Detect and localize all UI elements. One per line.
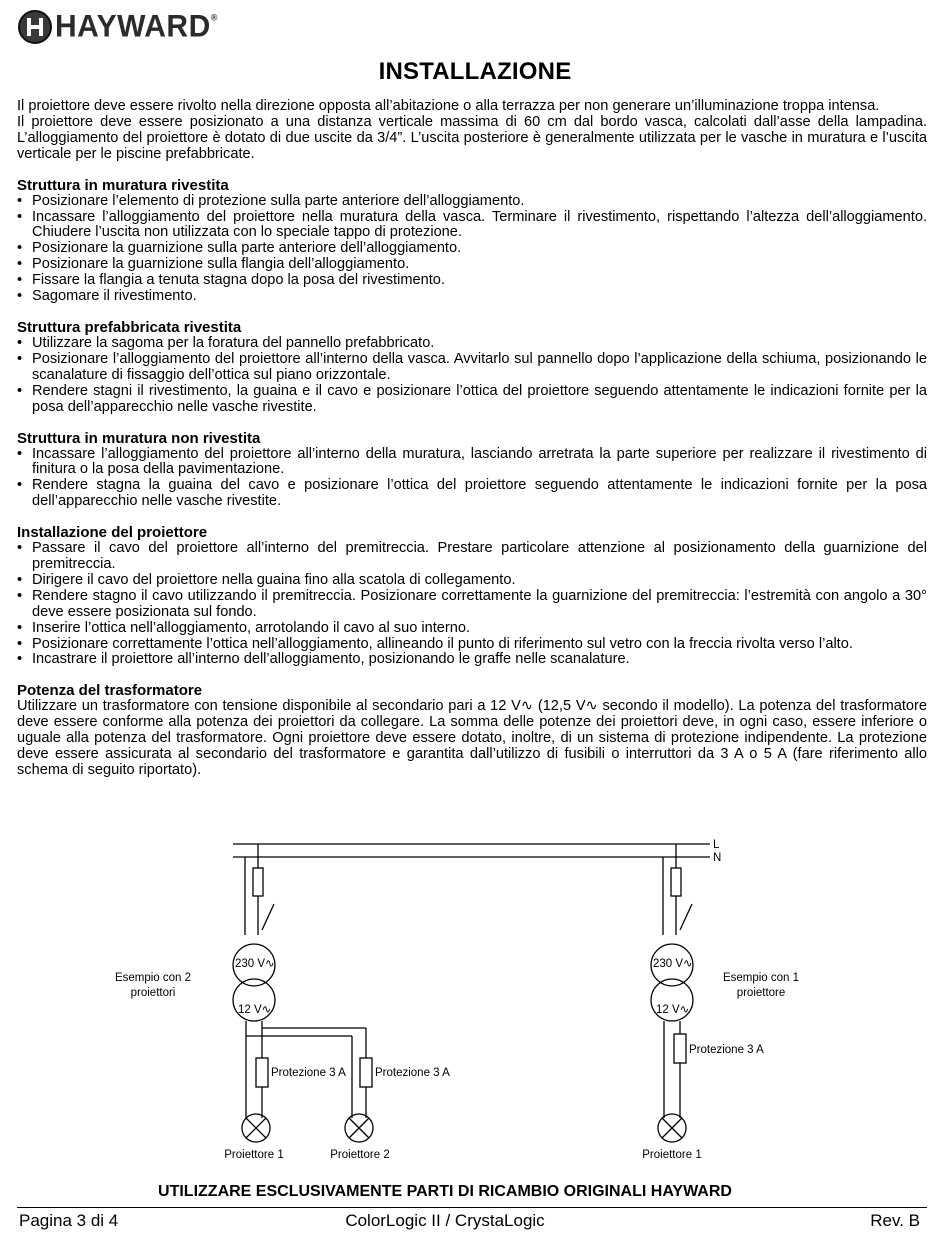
left-fuse (253, 868, 263, 896)
bullet-item: • Rendere stagni il rivestimento, la guaina e il cavo e posizionare l’ottica del proiettore seguendo attentamente le indicazioni fornite per la posa dell’apparecchio nelle vasche rivestite. (17, 384, 927, 416)
bullet-item: • Posizionare la guarnizione sulla parte anteriore dell’alloggiamento. (17, 241, 927, 257)
left-protection-1 (256, 1058, 268, 1087)
bullet-item: • Inserire l’ottica nell’alloggiamento, arrotolando il cavo al suo interno. (17, 621, 927, 637)
lamp-1-left-label: Proiettore 1 (224, 1149, 284, 1161)
right-caption: Esempio con 1 (722, 972, 800, 984)
bullet-item: • Sagomare il rivestimento. (17, 289, 927, 305)
bullet-item: • Posizionare l’alloggiamento del proiettore all’interno della vasca. Avvitarlo sul pannello dopo l’applicazione della schiuma, posizionando le scanalature di fissaggio dell’ottica sul piano orizzontale. (17, 352, 927, 384)
bullet-item: • Incassare l’alloggiamento del proiettore nella muratura della vasca. Terminare il rivestimento, rispettando l’altezza dell’alloggiamento. Chiudere l’uscita non utilizzata con lo speciale tappo di protezione. (17, 210, 927, 242)
lamp-2-left-label: Proiettore 2 (330, 1149, 390, 1161)
bullet-item: • Posizionare la guarnizione sulla flangia dell’alloggiamento. (17, 257, 927, 273)
power-paragraph: Utilizzare un trasformatore con tensione disponibile al secondario pari a 12 V∿ (12,5 V∿ secondo il modello). La potenza del trasformatore deve essere conforme alla potenza dei proiettori da collegare. La somma delle potenze dei proiettori deve, in ogni caso, essere inferiore o uguale alla potenza del trasformatore. Ogni proiettore deve essere dotato, inoltre, di un sistema di protezione indipendente. La protezione deve essere assicurata al secondario del trasformatore e garantita dall’utilizzo di fusibili o interruttori da 3 A o 5 A (fare riferimento allo schema di seguito riportato). (17, 698, 927, 778)
right-primary-voltage: 230 V∿ (653, 958, 693, 970)
wiring-diagram (0, 828, 950, 1168)
bullet-item: • Posizionare correttamente l’ottica nell’alloggiamento, allineando il punto di riferimento sul vetro con la freccia rivolta verso l’alto. (17, 637, 927, 653)
bullet-item: • Rendere stagno il cavo utilizzando il premitreccia. Posizionare correttamente la guarnizione del premitreccia: l’estremità con angolo a 30° deve essere posizionata sul fondo. (17, 589, 927, 621)
section-installazione-proiettore (17, 525, 927, 668)
bullet-list (17, 541, 927, 668)
right-fuse (671, 868, 681, 896)
line-n-label: N (713, 852, 722, 864)
section-muratura-non-rivestita (17, 431, 927, 511)
section-muratura-rivestita (17, 178, 927, 305)
left-caption: Esempio con 2 (114, 972, 192, 984)
section-prefabbricata-rivestita (17, 320, 927, 416)
bullet-list (17, 336, 927, 416)
bullet-item: • Passare il cavo del proiettore all’interno del premitreccia. Prestare particolare attenzione al posizionamento della guarnizione del premitreccia. (17, 541, 927, 573)
section-potenza-trasformatore (17, 683, 927, 779)
bullet-item: • Incassare l’alloggiamento del proiettore all’interno della muratura, lasciando arretrata la parte superiore per realizzare il rivestimento di finitura o la posa della pavimentazione. (17, 447, 927, 479)
document-body (17, 99, 927, 779)
revision: Rev. B (870, 1211, 920, 1230)
line-l-label: L (713, 839, 720, 851)
right-caption: proiettore (736, 987, 786, 999)
bullet-item: • Incastrare il proiettore all’interno dell’alloggiamento, posizionando le graffe nelle scanalature. (17, 652, 927, 668)
left-switch (262, 904, 274, 930)
left-protection-2-label: Protezione 3 A (375, 1067, 450, 1079)
bullet-item: • Utilizzare la sagoma per la foratura del pannello prefabbricato. (17, 336, 927, 352)
section-heading: Installazione del proiettore (17, 524, 208, 542)
left-caption: proiettori (130, 987, 176, 999)
section-heading: Struttura in muratura non rivestita (17, 429, 261, 447)
bullet-list (17, 447, 927, 511)
bullet-item: • Rendere stagna la guaina del cavo e posizionare l’ottica del proiettore seguendo attentamente le indicazioni fornite per la posa dell’apparecchio nelle vasche rivestite. (17, 478, 927, 510)
footer-divider (17, 1207, 927, 1208)
bullet-item: • Fissare la flangia a tenuta stagna dopo la posa del rivestimento. (17, 273, 927, 289)
section-heading: Potenza del trasformatore (17, 682, 203, 700)
hayward-logo (18, 8, 218, 46)
right-switch (680, 904, 692, 930)
section-heading: Struttura in muratura rivestita (17, 176, 229, 194)
left-primary-voltage: 230 V∿ (235, 958, 275, 970)
section-heading: Struttura prefabbricata rivestita (17, 318, 242, 336)
bullet-list (17, 194, 927, 305)
bullet-item: • Posizionare l’elemento di protezione sulla parte anteriore dell’alloggiamento. (17, 194, 927, 210)
left-protection-1-label: Protezione 3 A (271, 1067, 346, 1079)
right-protection (674, 1034, 686, 1063)
intro-paragraph: Il proiettore deve essere rivolto nella direzione opposta all’abitazione o alla terrazza per non generare un’illuminazione troppa intensa. (17, 98, 880, 114)
page-title: INSTALLAZIONE (378, 58, 572, 85)
right-protection-label: Protezione 3 A (689, 1044, 764, 1056)
right-secondary-voltage: 12 V∿ (656, 1004, 690, 1016)
spare-parts-note: UTILIZZARE ESCLUSIVAMENTE PARTI DI RICAMBIO ORIGINALI HAYWARD (158, 1183, 732, 1200)
left-secondary-voltage: 12 V∿ (238, 1004, 272, 1016)
hayward-logo-mark-icon (18, 10, 52, 44)
page-number: Pagina 3 di 4 (19, 1211, 119, 1230)
product-name: ColorLogic II / CrystaLogic (345, 1211, 545, 1230)
lamp-1-right-label: Proiettore 1 (642, 1149, 702, 1161)
intro-paragraph: Il proiettore deve essere posizionato a una distanza verticale massima di 60 cm dal bordo vasca, calcolati dall’asse della lampadina. L’alloggiamento del proiettore è dotato di due uscite da 3/4”. L’uscita posteriore è generalmente utilizzata per le vasche in muratura e l’uscita verticale per le piscine prefabbricate. (17, 113, 927, 162)
hayward-logo-wordmark: HAYWARD® (55, 9, 218, 44)
bullet-item: • Dirigere il cavo del proiettore nella guaina fino alla scatola di collegamento. (17, 573, 927, 589)
left-protection-2 (360, 1058, 372, 1087)
